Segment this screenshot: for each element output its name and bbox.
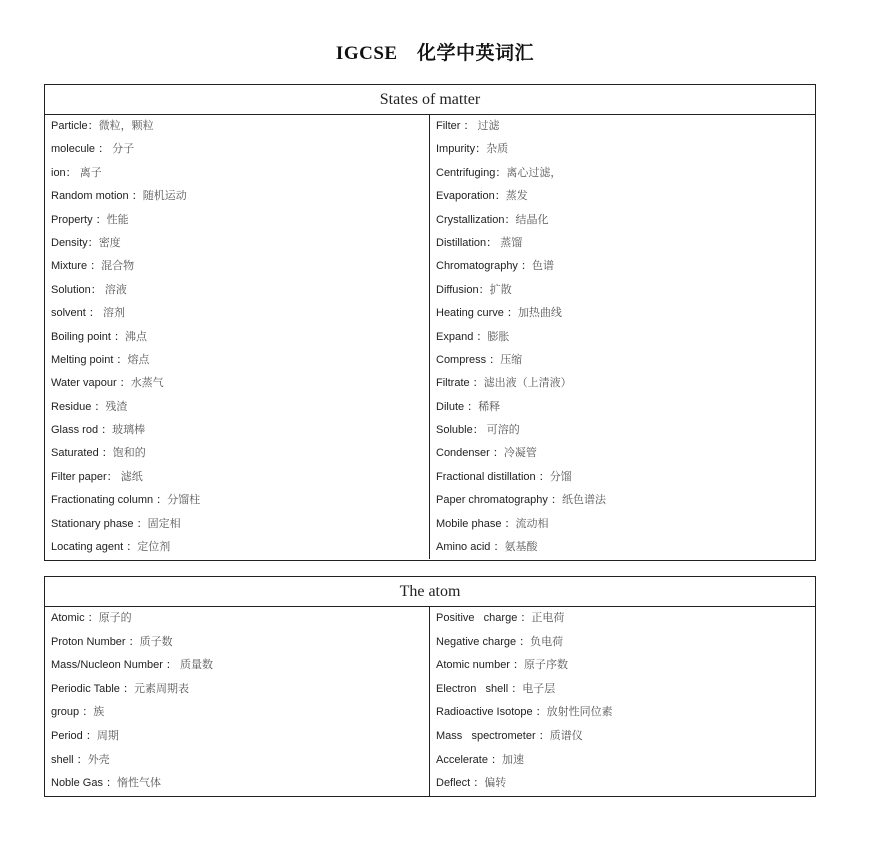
vocab-entry <box>51 279 429 302</box>
vocab-entry <box>51 419 429 442</box>
vocab-entry <box>436 279 815 302</box>
table-the-atom <box>44 576 816 797</box>
english-term: Amino acid ： <box>436 541 505 554</box>
english-term: Filter paper： <box>51 470 118 483</box>
chinese-term: 随机运动 <box>142 190 187 203</box>
chinese-term: 熔点 <box>127 353 150 366</box>
english-term: shell ： <box>51 753 88 766</box>
vocab-entry <box>51 654 429 678</box>
chinese-term: 周期 <box>96 729 119 742</box>
english-term: Positive charge ： <box>436 612 532 624</box>
document-title: IGCSE 化学中英词汇 <box>335 43 535 64</box>
english-term: Accelerate ： <box>436 753 503 766</box>
chinese-term: 滤纸 <box>117 470 143 483</box>
chinese-term: 饱和的 <box>112 447 146 460</box>
vocab-entry <box>436 489 815 512</box>
chinese-term: 定位剂 <box>137 541 171 554</box>
english-term: Proton Number ： <box>51 635 140 648</box>
vocab-entry <box>436 396 815 419</box>
section-heading: The atom <box>45 577 815 607</box>
left-column <box>45 607 430 796</box>
chinese-term: 混合物 <box>101 260 135 273</box>
english-term: Deflect ： <box>436 777 485 790</box>
english-term: Heating curve ： <box>436 307 518 320</box>
english-term: Glass rod ： <box>51 424 113 437</box>
chinese-term: 玻璃棒 <box>112 424 146 437</box>
vocab-entry <box>436 419 815 442</box>
english-term: Noble Gas ： <box>51 777 118 790</box>
vocab-entry <box>436 725 815 749</box>
chinese-term: 过滤 <box>474 120 500 132</box>
english-term: Residue ： <box>51 400 106 413</box>
chinese-term: 蒸发 <box>505 190 528 203</box>
chinese-term: 氨基酸 <box>504 541 538 554</box>
english-term: Property ： <box>51 213 107 226</box>
vocab-entry <box>436 678 815 702</box>
right-column <box>430 607 815 796</box>
english-term: Period ： <box>51 729 97 742</box>
chinese-term: 质子数 <box>139 635 173 648</box>
english-term: Expand ： <box>436 330 488 343</box>
vocab-entry <box>436 466 815 489</box>
english-term: Melting point ： <box>51 353 128 366</box>
vocab-entry <box>51 442 429 465</box>
chinese-term: 加热曲线 <box>517 307 562 320</box>
chinese-term: 性能 <box>106 213 129 226</box>
english-term: Evaporation： <box>436 190 506 203</box>
section-heading: States of matter <box>45 85 815 115</box>
vocab-entry <box>436 607 815 631</box>
english-term: Distillation： <box>436 236 498 249</box>
chinese-term: 正电荷 <box>531 612 565 624</box>
vocab-entry <box>436 185 815 208</box>
chinese-term: 元素周期表 <box>133 682 189 695</box>
english-term: Mobile phase ： <box>436 517 516 530</box>
vocab-entry <box>436 115 815 138</box>
chinese-term: 残渣 <box>105 400 128 413</box>
chinese-term: 水蒸气 <box>130 377 164 390</box>
chinese-term: 密度 <box>98 236 121 249</box>
english-term: Boiling point ： <box>51 330 125 343</box>
vocab-entry <box>51 185 429 208</box>
vocab-entry <box>436 349 815 372</box>
english-term: Compress ： <box>436 353 501 366</box>
chinese-term: 电子层 <box>522 682 556 695</box>
vocab-entry <box>436 255 815 278</box>
english-term: Radioactive Isotope ： <box>436 706 547 719</box>
chinese-term: 纸色谱法 <box>561 494 606 507</box>
vocab-entry <box>436 513 815 536</box>
left-column <box>45 115 430 559</box>
english-term: Periodic Table ： <box>51 682 134 695</box>
chinese-term: 加速 <box>502 753 525 766</box>
chinese-term: 杂质 <box>486 143 509 156</box>
vocab-entry <box>51 115 429 138</box>
vocab-entry <box>436 772 815 796</box>
vocab-entry <box>51 209 429 232</box>
english-term: Locating agent ： <box>51 541 138 554</box>
chinese-term: 族 <box>93 706 105 719</box>
table-states-of-matter <box>44 84 816 561</box>
chinese-term: 冷凝管 <box>503 447 537 460</box>
english-term: Water vapour ： <box>51 377 131 390</box>
english-term: Density： <box>51 236 99 249</box>
vocab-entry <box>436 372 815 395</box>
english-term: Fractionating column ： <box>51 494 168 507</box>
vocab-entry <box>51 302 429 325</box>
english-term: Atomic number ： <box>436 659 525 672</box>
english-term: Filter ： <box>436 120 475 132</box>
chinese-term: 结晶化 <box>515 213 549 226</box>
vocab-entry <box>436 749 815 773</box>
english-term: Chromatography ： <box>436 260 532 273</box>
vocab-entry <box>51 749 429 773</box>
english-term: Mass spectrometer ： <box>436 729 550 742</box>
english-term: Saturated ： <box>51 447 113 460</box>
vocab-entry <box>436 654 815 678</box>
chinese-term: 溶液 <box>101 283 127 296</box>
vocab-entry <box>51 255 429 278</box>
english-term: Paper chromatography ： <box>436 494 562 507</box>
vocab-entry <box>436 701 815 725</box>
vocab-entry <box>436 232 815 255</box>
english-term: Stationary phase ： <box>51 517 148 530</box>
english-term: Solution： <box>51 283 102 296</box>
chinese-term: 分子 <box>109 143 135 156</box>
chinese-term: 负电荷 <box>530 635 564 648</box>
english-term: Impurity： <box>436 143 487 156</box>
vocab-entry <box>51 631 429 655</box>
vocab-entry <box>51 489 429 512</box>
vocab-entry <box>436 209 815 232</box>
chinese-term: 离心过滤， <box>506 166 562 179</box>
english-term: molecule ： <box>51 143 110 156</box>
chinese-term: 惰性气体 <box>117 777 162 790</box>
vocab-entry <box>51 536 429 559</box>
english-term: Mass/Nucleon Number ： <box>51 659 177 672</box>
vocab-entry <box>51 466 429 489</box>
vocab-entry <box>51 701 429 725</box>
chinese-term: 流动相 <box>515 517 549 530</box>
english-term: Crystallization： <box>436 213 516 226</box>
chinese-term: 分馏 <box>549 470 572 483</box>
chinese-term: 扩散 <box>489 283 512 296</box>
vocab-entry <box>436 536 815 559</box>
chinese-term: 质量数 <box>176 659 213 672</box>
english-term: Centrifuging： <box>436 166 507 179</box>
chinese-term: 偏转 <box>484 777 507 790</box>
english-term: Particle： <box>51 120 99 132</box>
chinese-term: 离子 <box>76 166 102 179</box>
vocab-entry <box>436 138 815 161</box>
chinese-term: 稀释 <box>478 400 501 413</box>
chinese-term: 滤出液（上清液） <box>483 377 572 390</box>
english-term: solvent ： <box>51 307 100 320</box>
chinese-term: 溶剂 <box>99 307 125 320</box>
english-term: group ： <box>51 706 94 719</box>
chinese-term: 固定相 <box>147 517 181 530</box>
english-term: Condenser ： <box>436 447 504 460</box>
chinese-term: 放射性同位素 <box>546 706 613 719</box>
chinese-term: 分馏柱 <box>167 494 201 507</box>
vocab-entry <box>51 678 429 702</box>
vocab-entry <box>436 631 815 655</box>
chinese-term: 原子序数 <box>524 659 569 672</box>
english-term: Mixture ： <box>51 260 102 273</box>
vocab-entry <box>51 138 429 161</box>
english-term: Fractional distillation ： <box>436 470 550 483</box>
english-term: Soluble： <box>436 424 484 437</box>
vocab-entry <box>51 607 429 631</box>
vocab-entry <box>51 326 429 349</box>
vocab-entry <box>436 162 815 185</box>
english-term: Filtrate ： <box>436 377 484 390</box>
right-column <box>430 115 815 559</box>
vocab-entry <box>436 326 815 349</box>
chinese-term: 膨胀 <box>487 330 510 343</box>
vocab-entry <box>51 772 429 796</box>
chinese-term: 可溶的 <box>483 424 520 437</box>
chinese-term: 微粒，颗粒 <box>98 120 154 132</box>
vocab-entry <box>51 349 429 372</box>
vocab-entry <box>436 302 815 325</box>
chinese-term: 色谱 <box>532 260 554 273</box>
english-term: Electron shell ： <box>436 682 523 695</box>
vocab-entry <box>51 232 429 255</box>
chinese-term: 压缩 <box>500 353 523 366</box>
vocab-entry <box>51 162 429 185</box>
english-term: Negative charge ： <box>436 635 531 648</box>
chinese-term: 原子的 <box>98 612 132 624</box>
vocab-entry <box>51 396 429 419</box>
chinese-term: 外壳 <box>87 753 110 766</box>
vocab-entry <box>436 442 815 465</box>
english-term: Atomic ： <box>51 612 99 624</box>
chinese-term: 沸点 <box>125 330 147 343</box>
english-term: Dilute ： <box>436 400 479 413</box>
english-term: Diffusion： <box>436 283 490 296</box>
english-term: Random motion ： <box>51 190 143 203</box>
vocab-entry <box>51 372 429 395</box>
vocab-entry <box>51 513 429 536</box>
english-term: ion： <box>51 166 77 179</box>
chinese-term: 质谱仪 <box>549 729 583 742</box>
vocab-entry <box>51 725 429 749</box>
chinese-term: 蒸馏 <box>497 236 523 249</box>
